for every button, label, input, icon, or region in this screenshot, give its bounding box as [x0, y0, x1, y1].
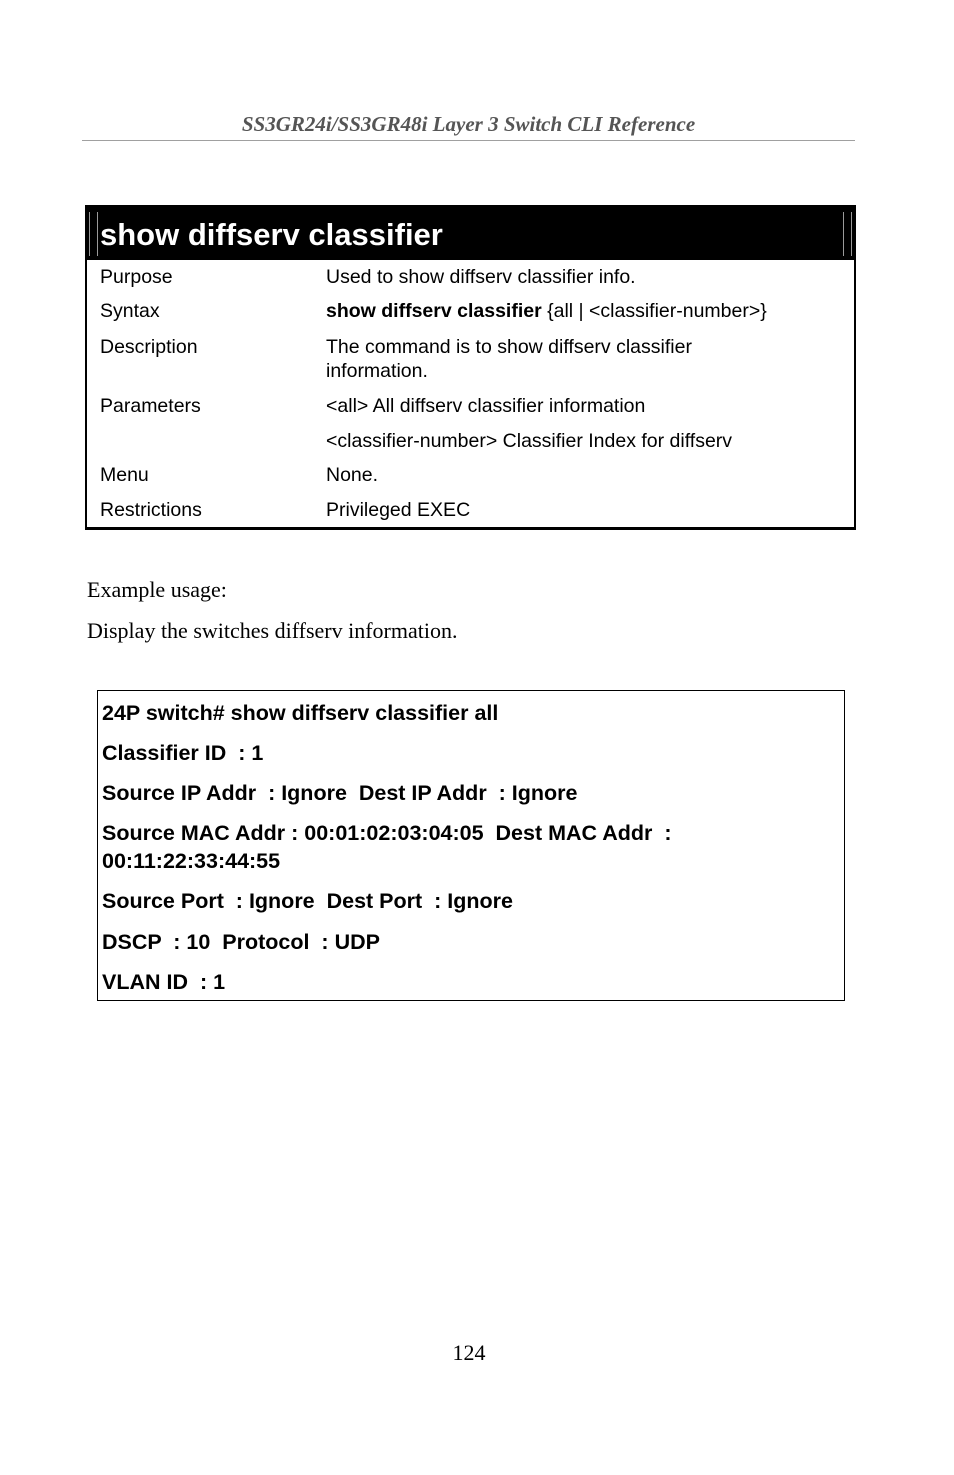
parameter-all: <all> All diffserv classifier information [326, 395, 646, 417]
example-description: Display the switches diffserv information. [87, 618, 458, 643]
description-value: The command is to show diffserv classifier information. [326, 336, 692, 382]
command-title-bar [87, 208, 854, 260]
header-divider [82, 140, 855, 141]
syntax-command: show diffserv classifier [326, 300, 542, 322]
restrictions-value: Privileged EXEC [326, 499, 471, 521]
example-vlan-id: VLAN ID : 1 [102, 970, 226, 994]
syntax-arguments: {all | <classifier-number>} [541, 300, 767, 322]
menu-label: Menu [100, 464, 149, 486]
running-header: SS3GR24i/SS3GR48i Layer 3 Switch CLI Reference [241, 112, 696, 136]
parameters-label: Parameters [100, 395, 201, 417]
purpose-label: Purpose [100, 266, 173, 288]
restrictions-label: Restrictions [100, 499, 202, 521]
example-ip-addresses: Source IP Addr : Ignore Dest IP Addr : Ignore [102, 781, 578, 805]
parameter-classifier-number: <classifier-number> Classifier Index for diffserv [326, 430, 733, 452]
syntax-value [326, 299, 836, 323]
command-reference-table [85, 205, 856, 530]
example-output-box [97, 690, 845, 1001]
description-label: Description [100, 336, 198, 358]
example-dscp-protocol: DSCP : 10 Protocol : UDP [102, 930, 380, 954]
example-classifier-id: Classifier ID : 1 [102, 741, 264, 765]
syntax-label: Syntax [100, 300, 160, 322]
menu-value: None. [326, 464, 379, 486]
command-title: show diffserv classifier [100, 217, 443, 252]
purpose-value: Used to show diffserv classifier info. [326, 266, 636, 288]
page-number: 124 [452, 1340, 486, 1365]
example-ports: Source Port : Ignore Dest Port : Ignore [102, 889, 513, 913]
example-mac-addresses: Source MAC Addr : 00:01:02:03:04:05 Dest MAC Addr : 00:11:22:33:44:55 [102, 821, 678, 873]
example-intro: Example usage: [87, 577, 227, 602]
example-command-line: 24P switch# show diffserv classifier all [102, 701, 499, 725]
